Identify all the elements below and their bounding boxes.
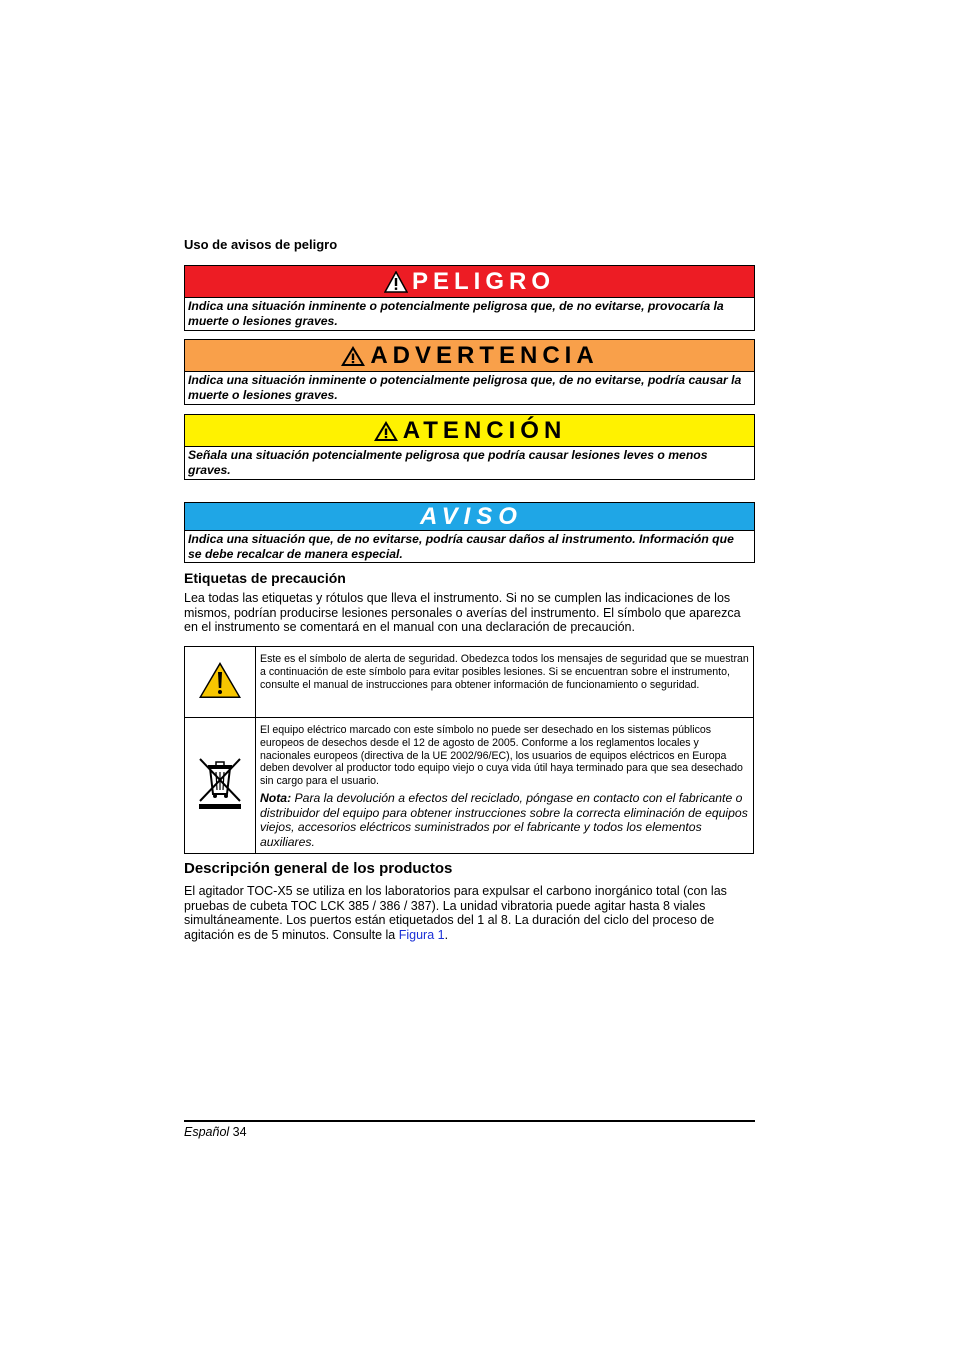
weee-text: El equipo eléctrico marcado con este símbolo no puede ser desechado en los sistemas públicos europeos de desechos desde el 12 de agosto de 2005. Conforme a los reglamentos locales y nacionales europeos (directiva de la UE 2002/96/EC), los usuarios de equipos eléctricos en Europa deben devolver al productor todo equipo viejo o cuya vida útil haya terminado para que sea desechado sin cargo para el usuario. — [260, 724, 743, 788]
caution-box — [184, 414, 755, 480]
weee-cell — [256, 718, 754, 854]
icon-cell — [185, 647, 256, 718]
danger-band — [185, 266, 754, 298]
footer-rule — [184, 1120, 755, 1122]
warning-triangle-icon — [384, 271, 408, 293]
icon-cell — [185, 718, 256, 854]
hazard-section-heading: Uso de avisos de peligro — [184, 237, 338, 252]
footer — [184, 1125, 247, 1139]
warning-title: ADVERTENCIA — [370, 341, 599, 369]
danger-box — [184, 265, 755, 331]
warning-triangle-icon — [373, 420, 399, 442]
precaution-labels-table — [184, 646, 754, 854]
notice-band — [185, 503, 754, 531]
safety-alert-text: Este es el símbolo de alerta de seguridad. Obedezca todos los mensajes de seguridad que se muestran a continuación de este símbolo para evitar posibles lesiones. Si se encuentran sobre el instrumento, consulte el manual de instrucciones para obtener información de funcionamiento o seguridad. — [256, 647, 754, 718]
caution-title: ATENCIÓN — [402, 416, 567, 444]
overview-section-heading: Descripción general de los productos — [184, 860, 453, 877]
warning-triangle-icon — [340, 345, 366, 367]
weee-note — [260, 791, 749, 849]
note-text: Para la devolución a efectos del reciclado, póngase en contacto con el fabricante o distribuidor del equipo para obtener instrucciones sobre la correcta eliminación de equipos viejos, accesorios eléctricos suministrados por el fabricante y todos los elementos auxiliares. — [260, 790, 748, 849]
safety-alert-icon — [197, 660, 243, 700]
overview-text-end: . — [444, 927, 449, 942]
table-row — [185, 718, 754, 854]
labels-section-heading: Etiquetas de precaución — [184, 570, 346, 586]
page-number: 34 — [232, 1125, 247, 1139]
caution-band — [185, 415, 754, 447]
overview-paragraph — [184, 884, 756, 942]
footer-language: Español — [184, 1125, 230, 1139]
notice-description: Indica una situación que, de no evitarse, podría causar daños al instrumento. Información que se debe recalcar de manera especial. — [188, 532, 734, 561]
overview-text: El agitador TOC-X5 se utiliza en los laboratorios para expulsar el carbono inorgánico total (con las pruebas de cubeta TOC LCK 385 / 386 / 387). La unidad vibratoria puede agitar hasta 8 viales simultáneamente. Los puertos están etiquetados del 1 al 8. La duración del ciclo del proceso de agitación es de 5 minutos. Consulte la — [184, 884, 727, 942]
notice-title: AVISO — [420, 502, 523, 530]
caution-description: Señala una situación potencialmente peligrosa que podría causar lesiones leves o menos graves. — [188, 448, 708, 477]
figure-1-link[interactable]: Figura 1 — [398, 927, 445, 942]
labels-paragraph: Lea todas las etiquetas y rótulos que lleva el instrumento. Si no se cumplen las indicaciones de los mismos, podrían producirse lesiones personales o averías del instrumento. El símbolo que aparezca en el instrumento se comentará en el manual con una declaración de precaución. — [184, 591, 741, 635]
weee-crossed-bin-icon — [196, 755, 244, 811]
note-label: Nota: — [260, 790, 292, 805]
danger-title: PELIGRO — [411, 267, 555, 295]
warning-band — [185, 340, 754, 372]
table-row — [185, 647, 754, 718]
warning-description: Indica una situación inminente o potencialmente peligrosa que, de no evitarse, podría causar la muerte o lesiones graves. — [188, 373, 742, 402]
danger-description: Indica una situación inminente o potencialmente peligrosa que, de no evitarse, provocaría la muerte o lesiones graves. — [188, 299, 724, 328]
notice-box — [184, 502, 755, 563]
warning-box — [184, 339, 755, 405]
